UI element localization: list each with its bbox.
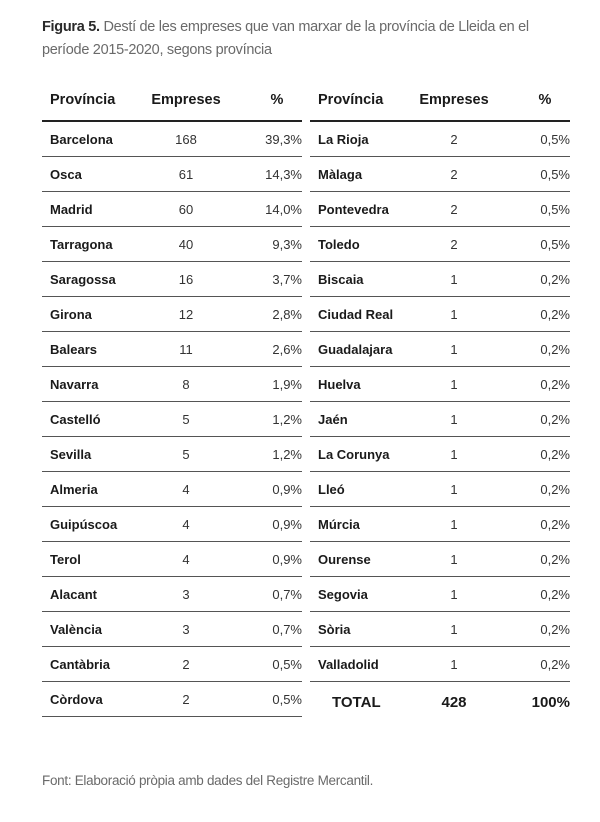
cell-percent: 0,7% xyxy=(272,621,302,637)
cell-companies: 3 xyxy=(182,586,190,602)
cell-companies: 12 xyxy=(178,306,194,322)
table-row xyxy=(310,472,570,507)
cell-companies: 1 xyxy=(450,656,458,672)
table-row xyxy=(310,297,570,332)
table-row xyxy=(42,507,302,542)
table-row xyxy=(42,122,302,157)
cell-percent: 14,3% xyxy=(265,166,302,182)
cell-province: Còrdova xyxy=(50,691,103,707)
cell-province: Guadalajara xyxy=(318,341,393,357)
table-row xyxy=(42,332,302,367)
cell-companies: 2 xyxy=(450,131,458,147)
cell-province: Múrcia xyxy=(318,516,360,532)
table-row xyxy=(310,542,570,577)
cell-province: La Rioja xyxy=(318,131,369,147)
cell-province: Biscaia xyxy=(318,271,364,287)
cell-companies: 16 xyxy=(178,271,194,287)
cell-province: Girona xyxy=(50,306,92,322)
table-row xyxy=(310,612,570,647)
cell-percent: 9,3% xyxy=(272,236,302,252)
cell-percent: 0,2% xyxy=(540,481,570,497)
cell-percent: 3,7% xyxy=(272,271,302,287)
cell-companies: 60 xyxy=(178,201,194,217)
cell-percent: 0,2% xyxy=(540,656,570,672)
total-row xyxy=(310,682,570,722)
table-row xyxy=(310,507,570,542)
cell-province: València xyxy=(50,621,103,637)
cell-percent: 0,2% xyxy=(540,411,570,427)
cell-province: Balears xyxy=(50,341,97,357)
source-note: Font: Elaboració pròpia amb dades del Registre Mercantil. xyxy=(42,773,374,788)
table-row xyxy=(42,402,302,437)
cell-province: Jaén xyxy=(318,411,348,427)
cell-province: Tarragona xyxy=(50,236,113,252)
cell-percent: 1,9% xyxy=(272,376,302,392)
cell-companies: 1 xyxy=(450,516,458,532)
table-row xyxy=(310,122,570,157)
cell-companies: 1 xyxy=(450,411,458,427)
table-row xyxy=(310,227,570,262)
cell-province: La Corunya xyxy=(318,446,390,462)
cell-percent: 1,2% xyxy=(272,446,302,462)
header-province: Província xyxy=(50,92,116,108)
header-province: Província xyxy=(318,92,384,108)
cell-province: Ourense xyxy=(318,551,371,567)
cell-percent: 0,2% xyxy=(540,586,570,602)
cell-percent: 0,9% xyxy=(272,481,302,497)
table-header xyxy=(42,80,302,122)
cell-province: Alacant xyxy=(50,586,97,602)
cell-companies: 4 xyxy=(182,551,190,567)
cell-companies: 1 xyxy=(450,271,458,287)
cell-province: Guipúscoa xyxy=(50,516,118,532)
header-percent: % xyxy=(538,92,552,108)
table-row xyxy=(42,472,302,507)
cell-companies: 4 xyxy=(182,516,190,532)
table-row xyxy=(42,647,302,682)
table-row xyxy=(310,332,570,367)
total-percent: 100% xyxy=(531,693,570,711)
cell-percent: 0,2% xyxy=(540,621,570,637)
cell-percent: 0,2% xyxy=(540,306,570,322)
table-row xyxy=(310,647,570,682)
header-companies: Empreses xyxy=(151,92,221,108)
cell-percent: 0,9% xyxy=(272,516,302,532)
cell-companies: 4 xyxy=(182,481,190,497)
cell-companies: 5 xyxy=(182,411,190,427)
table-row xyxy=(42,437,302,472)
cell-province: Castelló xyxy=(50,411,101,427)
table-row xyxy=(310,437,570,472)
cell-province: Osca xyxy=(50,166,82,182)
cell-percent: 39,3% xyxy=(265,131,302,147)
cell-percent: 0,5% xyxy=(540,201,570,217)
cell-province: Madrid xyxy=(50,201,93,217)
cell-percent: 2,6% xyxy=(272,341,302,357)
table-row xyxy=(42,542,302,577)
cell-percent: 14,0% xyxy=(265,201,302,217)
cell-province: Terol xyxy=(50,551,81,567)
table-row xyxy=(42,367,302,402)
figure-label: Figura 5. xyxy=(42,19,100,35)
table-row xyxy=(310,577,570,612)
cell-companies: 5 xyxy=(182,446,190,462)
cell-percent: 0,9% xyxy=(272,551,302,567)
cell-percent: 0,7% xyxy=(272,586,302,602)
cell-percent: 0,2% xyxy=(540,271,570,287)
table-row xyxy=(310,262,570,297)
table-row xyxy=(42,192,302,227)
table-row xyxy=(310,192,570,227)
cell-province: Huelva xyxy=(318,376,361,392)
cell-percent: 0,5% xyxy=(540,131,570,147)
table-row xyxy=(310,367,570,402)
table-row xyxy=(42,682,302,717)
cell-province: Sevilla xyxy=(50,446,92,462)
cell-percent: 0,2% xyxy=(540,341,570,357)
cell-percent: 0,2% xyxy=(540,551,570,567)
cell-percent: 1,2% xyxy=(272,411,302,427)
total-companies: 428 xyxy=(441,693,467,711)
cell-companies: 1 xyxy=(450,306,458,322)
total-label: TOTAL xyxy=(332,693,381,711)
cell-companies: 1 xyxy=(450,586,458,602)
cell-companies: 11 xyxy=(179,341,193,357)
table-body-right xyxy=(310,122,570,682)
cell-percent: 0,2% xyxy=(540,516,570,532)
cell-companies: 40 xyxy=(178,236,194,252)
cell-province: Saragossa xyxy=(50,271,116,287)
table-row xyxy=(42,577,302,612)
table-left xyxy=(42,80,302,717)
cell-province: Navarra xyxy=(50,376,99,392)
table-row xyxy=(42,297,302,332)
cell-percent: 0,2% xyxy=(540,376,570,392)
cell-companies: 3 xyxy=(182,621,190,637)
cell-companies: 2 xyxy=(450,166,458,182)
cell-percent: 0,5% xyxy=(540,166,570,182)
header-percent: % xyxy=(270,92,284,108)
cell-province: Lleó xyxy=(318,481,345,497)
cell-companies: 1 xyxy=(450,376,458,392)
cell-companies: 168 xyxy=(175,131,197,147)
cell-percent: 2,8% xyxy=(272,306,302,322)
table-row xyxy=(42,262,302,297)
table-row xyxy=(42,157,302,192)
cell-province: Ciudad Real xyxy=(318,306,394,322)
cell-companies: 61 xyxy=(178,166,194,182)
figure-title: Destí de les empreses que van marxar de la província de Lleida en el període 2015-2020, segons província xyxy=(42,19,529,58)
cell-companies: 1 xyxy=(450,551,458,567)
table-row xyxy=(42,612,302,647)
cell-companies: 2 xyxy=(182,691,190,707)
cell-province: Sòria xyxy=(318,621,351,637)
cell-companies: 1 xyxy=(450,341,458,357)
cell-province: Barcelona xyxy=(50,131,113,147)
table-right xyxy=(310,80,570,722)
table-header xyxy=(310,80,570,122)
cell-companies: 1 xyxy=(450,446,458,462)
cell-companies: 2 xyxy=(450,236,458,252)
cell-province: Cantàbria xyxy=(50,656,110,672)
figure-caption xyxy=(42,16,572,62)
cell-percent: 0,5% xyxy=(272,656,302,672)
cell-companies: 1 xyxy=(450,621,458,637)
cell-companies: 2 xyxy=(450,201,458,217)
cell-companies: 1 xyxy=(450,481,458,497)
table-row xyxy=(42,227,302,262)
header-companies: Empreses xyxy=(419,92,489,108)
table-body-left xyxy=(42,122,302,717)
cell-percent: 0,5% xyxy=(540,236,570,252)
cell-province: Màlaga xyxy=(318,166,363,182)
cell-percent: 0,5% xyxy=(272,691,302,707)
table-row xyxy=(310,157,570,192)
cell-companies: 8 xyxy=(182,376,190,392)
table-row xyxy=(310,402,570,437)
cell-province: Valladolid xyxy=(318,656,379,672)
cell-province: Almeria xyxy=(50,481,98,497)
cell-percent: 0,2% xyxy=(540,446,570,462)
cell-province: Segovia xyxy=(318,586,368,602)
cell-province: Pontevedra xyxy=(318,201,389,217)
cell-province: Toledo xyxy=(318,236,360,252)
cell-companies: 2 xyxy=(182,656,190,672)
